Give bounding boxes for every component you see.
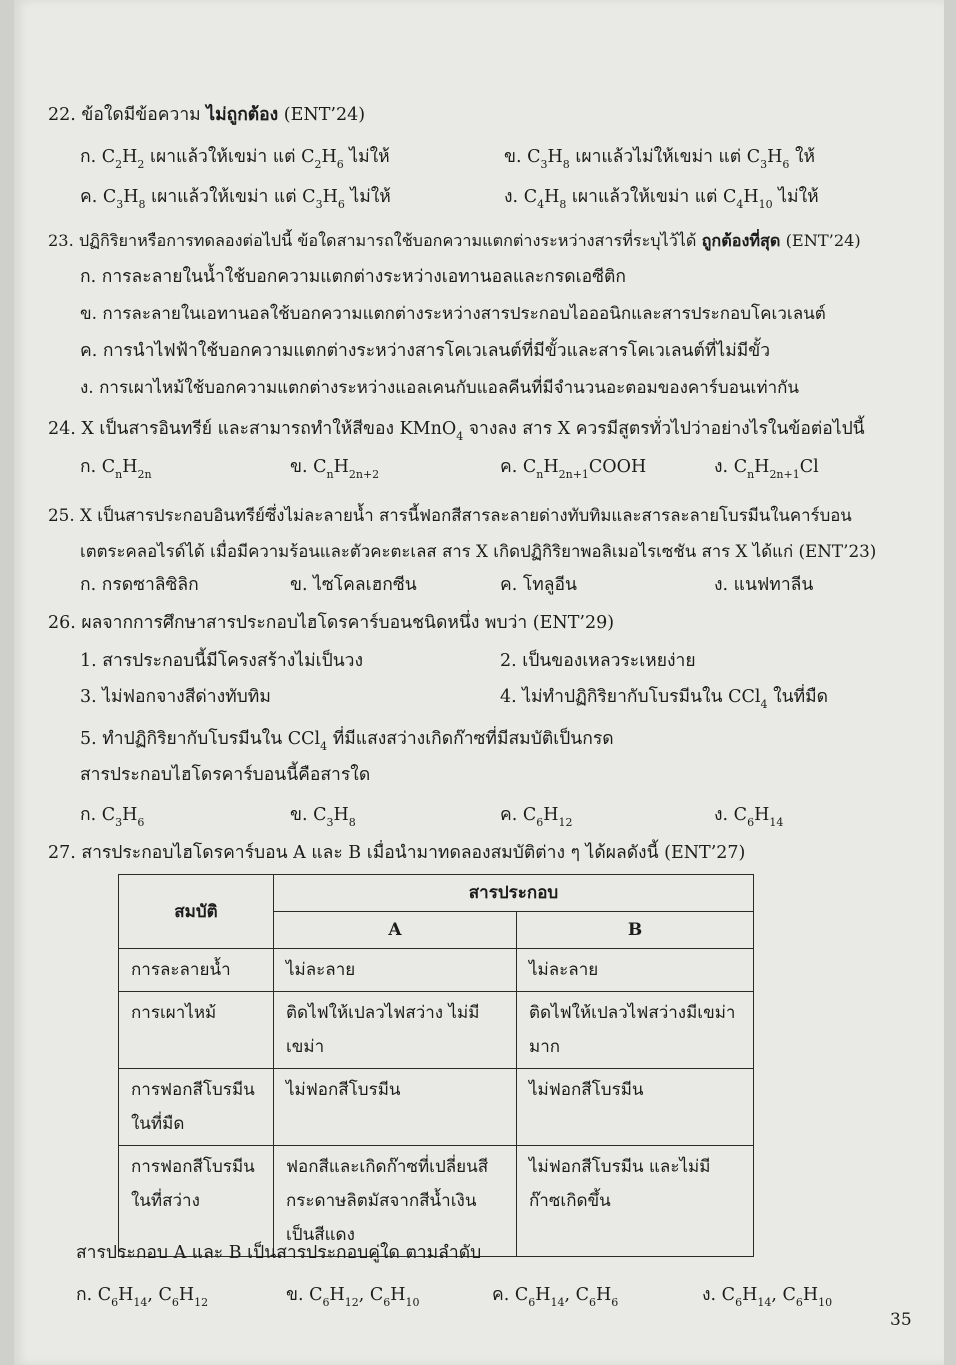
q25-option-c: ค. โทลูอีน	[500, 575, 577, 595]
cell-property: การฟอกสีโบรมีนในที่สว่าง	[119, 1146, 274, 1257]
cell-b: ไม่ละลาย	[517, 949, 754, 992]
q23-option-d: ง. การเผาไหม้ใช้บอกความแตกต่างระหว่างแอลเคนกับแอลคีนที่มีจำนวนอะตอมของคาร์บอนเท่ากัน	[80, 378, 800, 398]
q26-option-b: ข. $C_3H_8$	[290, 805, 356, 829]
cell-a: ฟอกสีและเกิดก๊าซที่เปลี่ยนสีกระดาษลิตมัสจากสีน้ำเงินเป็นสีแดง	[274, 1146, 517, 1257]
q22-option-a: ก. $C_2H_2$ เผาแล้วให้เขม่า แต่ $C_2H_6$ ไม่ให้	[80, 147, 390, 171]
q23-option-c: ค. การนำไฟฟ้าใช้บอกความแตกต่างระหว่างสารโคเวเลนต์ที่มีขั้วและสารโคเวเลนต์ที่ไม่มีขั้ว	[80, 341, 771, 361]
header-b: B	[517, 912, 754, 949]
header-a: A	[274, 912, 517, 949]
table-row	[119, 949, 754, 992]
q24-stem: 24. X เป็นสารอินทรีย์ และสามารถทำให้สีของ KMnO$_4$ จางลง สาร X ควรมีสูตรทั่วไปว่าอย่างไรในข้อต่อไปนี้	[48, 419, 865, 443]
header-property: สมบัติ	[119, 875, 274, 949]
cell-property: การฟอกสีโบรมีนในที่มืด	[119, 1069, 274, 1146]
q26-fact-5: 5. ทำปฏิกิริยากับโบรมีนใน CCl$_4$ ที่มีแสงสว่างเกิดก๊าซที่มีสมบัติเป็นกรด	[80, 729, 614, 753]
q24-option-c: ค. $C_nH_{2n+1}COOH$	[500, 457, 647, 481]
q22-stem: 22. ข้อใดมีข้อความ ไม่ถูกต้อง (ENT’24)	[48, 105, 366, 125]
cell-b: ไม่ฟอกสีโบรมีน	[517, 1069, 754, 1146]
q26-fact-3: 3. ไม่ฟอกจางสีด่างทับทิม	[80, 687, 271, 707]
q26-fact-2: 2. เป็นของเหลวระเหยง่าย	[500, 651, 696, 671]
cell-b: ไม่ฟอกสีโบรมีน และไม่มีก๊าซเกิดขึ้น	[517, 1146, 754, 1257]
cell-a: ไม่ฟอกสีโบรมีน	[274, 1069, 517, 1146]
q26-question: สารประกอบไฮโดรคาร์บอนนี้คือสารใด	[80, 765, 371, 785]
q24-option-d: ง. $C_nH_{2n+1}Cl$	[714, 457, 819, 481]
q24-option-a: ก. $C_nH_{2n}$	[80, 457, 152, 481]
q24-option-b: ข. $C_nH_{2n+2}$	[290, 457, 380, 481]
cell-property: การเผาไหม้	[119, 992, 274, 1069]
page-number: 35	[890, 1310, 912, 1330]
q25-line1: 25. X เป็นสารประกอบอินทรีย์ซึ่งไม่ละลายน้ำ สารนี้ฟอกสีสารละลายด่างทับทิมและสารละลายโบรมีนในคาร์บอน	[48, 505, 852, 525]
table-row	[119, 992, 754, 1069]
exam-page	[14, 0, 944, 1365]
q22-option-d: ง. $C_4H_8$ เผาแล้วให้เขม่า แต่ $C_4H_{10}$ ไม่ให้	[504, 187, 819, 211]
q23-stem: 23. ปฏิกิริยาหรือการทดลองต่อไปนี้ ข้อใดสามารถใช้บอกความแตกต่างระหว่างสารที่ระบุไว้ได้ ถูกต้องที่สุด (ENT’24)	[48, 231, 861, 250]
q22-option-c: ค. $C_3H_8$ เผาแล้วให้เขม่า แต่ $C_3H_6$ ไม่ให้	[80, 187, 391, 211]
cell-property: การละลายน้ำ	[119, 949, 274, 992]
q25-option-b: ข. ไซโคลเฮกซีน	[290, 575, 417, 595]
q23-option-b: ข. การละลายในเอทานอลใช้บอกความแตกต่างระหว่างสารประกอบไอออนิกและสารประกอบโคเวเลนต์	[80, 304, 826, 324]
q26-option-c: ค. $C_6H_{12}$	[500, 805, 573, 829]
q25-option-a: ก. กรดซาลิซิลิก	[80, 575, 199, 595]
q27-option-a: ก. $C_6H_{14}$, $C_6H_{12}$	[76, 1285, 209, 1309]
q27-option-d: ง. $C_6H_{14}$, $C_6H_{10}$	[702, 1285, 833, 1309]
q27-question: สารประกอบ A และ B เป็นสารประกอบคู่ใด ตามลำดับ	[76, 1243, 482, 1263]
cell-b: ติดไฟให้เปลวไฟสว่างมีเขม่ามาก	[517, 992, 754, 1069]
q26-fact-4: 4. ไม่ทำปฏิกิริยากับโบรมีนใน CCl$_4$ ในที่มืด	[500, 687, 829, 711]
table-row	[119, 1146, 754, 1257]
q27-option-c: ค. $C_6H_{14}$, $C_6H_6$	[492, 1285, 619, 1309]
q27-stem: 27. สารประกอบไฮโดรคาร์บอน A และ B เมื่อนำมาทดลองสมบัติต่าง ๆ ได้ผลดังนี้ (ENT’27)	[48, 843, 746, 863]
table-row	[119, 1069, 754, 1146]
q22-option-b: ข. $C_3H_8$ เผาแล้วไม่ให้เขม่า แต่ $C_3H_6$ ให้	[504, 147, 816, 171]
cell-a: ไม่ละลาย	[274, 949, 517, 992]
q27-option-b: ข. $C_6H_{12}$, $C_6H_{10}$	[286, 1285, 420, 1309]
q26-stem: 26. ผลจากการศึกษาสารประกอบไฮโดรคาร์บอนชนิดหนึ่ง พบว่า (ENT’29)	[48, 613, 615, 633]
q26-option-d: ง. $C_6H_{14}$	[714, 805, 784, 829]
header-compound: สารประกอบ	[274, 875, 754, 912]
q26-option-a: ก. $C_3H_6$	[80, 805, 145, 829]
table-header-row	[119, 875, 754, 912]
cell-a: ติดไฟให้เปลวไฟสว่าง ไม่มีเขม่า	[274, 992, 517, 1069]
q25-option-d: ง. แนฟทาลีน	[714, 575, 814, 595]
properties-table	[118, 874, 754, 1257]
q26-fact-1: 1. สารประกอบนี้มีโครงสร้างไม่เป็นวง	[80, 651, 364, 671]
q25-line2: เตตระคลอไรด์ได้ เมื่อมีความร้อนและตัวคะตะเลส สาร X เกิดปฏิกิริยาพอลิเมอไรเซชัน สาร X ได้แก่ (ENT’23)	[80, 541, 877, 561]
q23-option-a: ก. การละลายในน้ำใช้บอกความแตกต่างระหว่างเอทานอลและกรดเอซีติก	[80, 267, 626, 287]
